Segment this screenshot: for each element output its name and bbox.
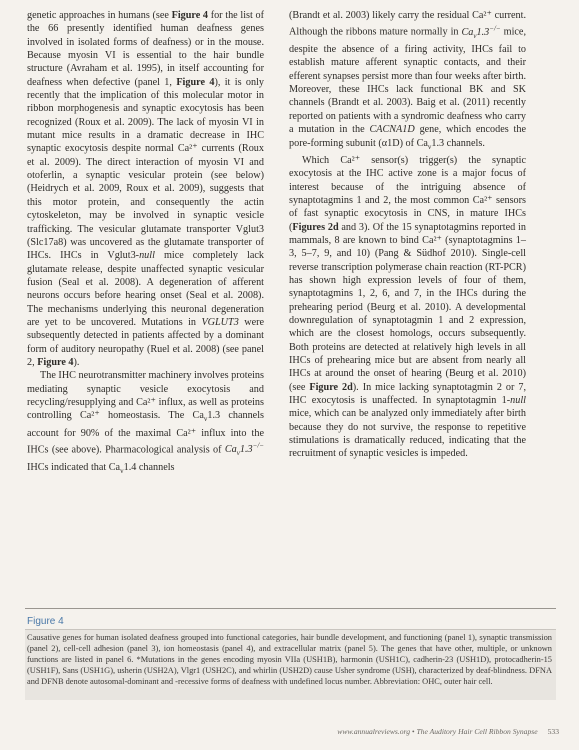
text-run: IHCs indicated that Ca [27,461,121,473]
text-run: mice, despite the absence of a firing activity, IHCs fail to establish mature afferent synaptic contacts, and their efferent synapses persist more than four weeks after birth. Moreover, these IHCs lack functional BK and SK channels (Brandt et al. 2003). Baig et al. (2011) recently reported on patients with a syndromic deafness who carry a mutation in the [289,26,526,136]
text-run: gene, which encodes the pore-forming subunit (α1D) of Ca [289,124,526,149]
subscript: v [120,466,124,475]
gene-text: 1.3 [476,26,490,38]
text-run: and 3). Of the 15 synaptotagmins reported in mammals, 8 are known to bind Ca²⁺ (synaptotagmins 1–3, 5–7, 9, and 10) (Pang & Südhof 2010). Single-cell reverse transcription polymerase chain reaction (RT-PCR) has shown high expression levels of four of them, synaptotagmins 1, 2, 6, and 7, in the IHCs during the prehearing period (Beurg et al. 2010). A developmental downregulation of synaptotagmin 1 and 2 expression, which are the closest homologs, occurs subsequently. Both proteins are detected at relatively high levels in all IHCs of prehearing mice but are absent from nearly all IHCs at around the onset of hearing (Beurg et al. 2010) (see [289,221,526,393]
gene-text: 1.3 [239,444,253,456]
subscript: v [427,142,432,151]
page-number: 533 [547,727,559,736]
text-run: The IHC neurotransmitter machinery involves proteins mediating synaptic vesicle exocytosis and recycling/resupplying and Ca²⁺ influx, as well as proteins controlling Ca²⁺ homeostasis. The Ca [27,370,264,422]
figure-title[interactable]: Figure 4 [27,616,64,627]
text-run: ), it is only recently that the implication of this molecular motor in ribbon morphogenesis and synaptic exocytosis has been recognized (Roux et al. 2009). The lack of myosin VI in mutant mice results in a dramatic decrease in IHC synaptic exocytosis despite normal Ca²⁺ currents (Roux et al. 2009). The direct interaction of myosin VI and otoferlin, a synaptic vesicular protein (see below) (Heidrych et al. 2009, Roux et al. 2009), suggests that this motor protein, and consequently the actin cytoskeleton, may be involved in synaptic vesicle trafficking. The vesicular glutamate transporter Vglut3 (Slc17a8) was uncovered as the glutamate transporter of IHCs. IHCs in Vglut3- [27,76,264,262]
figure-reference[interactable]: Figure 4 [171,10,209,21]
journal-footer-text: www.annualreviews.org • The Auditory Hair Cell Ribbon Synapse [337,727,538,736]
text-run: 1.4 channels [123,461,175,473]
text-run: ). [73,356,80,368]
subscript: v [203,415,208,424]
gene-name [224,442,264,458]
gene-name: VGLUT3 [201,316,239,328]
figure-reference[interactable]: Figure 4 [37,356,74,368]
gene-name [461,24,501,40]
subscript: v [473,31,477,40]
subscript: v [236,449,240,458]
page-footer [337,727,559,736]
superscript: −/− [489,24,501,33]
text-run: for the list of the 66 presently identified human deafness genes involved in isolated forms of deafness) or in the mouse. Because myosin VI is essential to the hair bundle structure (Avraham et al. 1995), in itself accounting for deafness when defective (panel 1, [27,10,264,88]
text-run: 1.3 channels account for 90% of the maximal Ca²⁺ influx into the IHCs (see above). Pharmacological analysis of [27,410,264,456]
figure-reference[interactable]: Figure 4 [176,76,215,88]
text-run: Which Ca²⁺ sensor(s) trigger(s) the synaptic exocytosis at the IHC active zone is a major focus of interest because of the intriguing absence of synaptotagmins 1 and 2, the most common Ca²⁺ sensors of fast synaptic exocytosis in CNS, in mature IHCs ( [289,154,526,233]
left-paragraph-2 [27,369,264,478]
right-paragraph-2 [289,154,526,461]
figure-caption: Causative genes for human isolated deafness grouped into functional categories, hair bundle development, and functioning (panel 1), synaptic transmission (panel 2), cell-cell adhesion (panel 3), ion homeostasis (panel 4), and extracellular matrix (panel 5). The genes that have other, multiple, or unknown functions are listed in panel 6. *Mutations in the genes encoding myosin VIIa (USH1B), harmonin (USH1C), cadherin-23 (USH1D), protocadherin-15 (USH1F), Sans (USH1G), usherin (USH2A), Vlgr1 (USH2C), and whirlin (USH2D) cause Usher syndrome (USH), characterized by deaf-blindness. DFNA and DFNB denote autosomal-dominant and -recessive forms of deafness with undefined locus number. Abbreviation: OHC, outer hair cell. [27,633,552,686]
gene-name: CACNA1D [369,124,415,136]
right-column [289,9,526,461]
text-run: were subsequently detected in patients affected by a dominant form of auditory neuropathy (Ruel et al. 2008) (see panel 2, [27,316,265,368]
text-run: 1.3 channels. [431,137,485,149]
text-run: mice, which can be analyzed only immediately after birth because they do not survive, the response to repetitive stimulations is dramatically reduced, indicating that the recruitment of synaptic vesicles is impeded. [289,408,526,460]
right-paragraph-1 [289,9,526,154]
figure-reference[interactable]: Figures 2d [292,221,339,233]
superscript: −/− [252,442,264,451]
left-column [27,9,264,478]
text-run: genetic approaches in humans (see [27,10,172,21]
italic-term: null [139,250,155,262]
text-run: (Brandt et al. 2003) likely carry the residual Ca²⁺ current. Although the ribbons mature normally in [289,10,526,38]
italic-term: null [510,395,526,407]
text-run: ). In mice lacking synaptotagmin 2 or 7, IHC exocytosis is unaffected. In synaptotagmin 1- [289,381,526,407]
gene-text: Ca [461,26,474,38]
left-paragraph-1 [27,9,264,369]
text-run: mice completely lack glutamate release, despite unaffected synaptic vesicular fusion (Seal et al. 2008). A degeneration of afferent neurons occurs before hearing onset (Seal et al. 2008). The mechanisms underlying this neuronal degeneration are yet to be uncovered. Mutations in [27,250,265,328]
figure-divider [25,608,556,609]
gene-text: Ca [224,444,237,456]
figure-reference[interactable]: Figure 2d [309,381,353,393]
